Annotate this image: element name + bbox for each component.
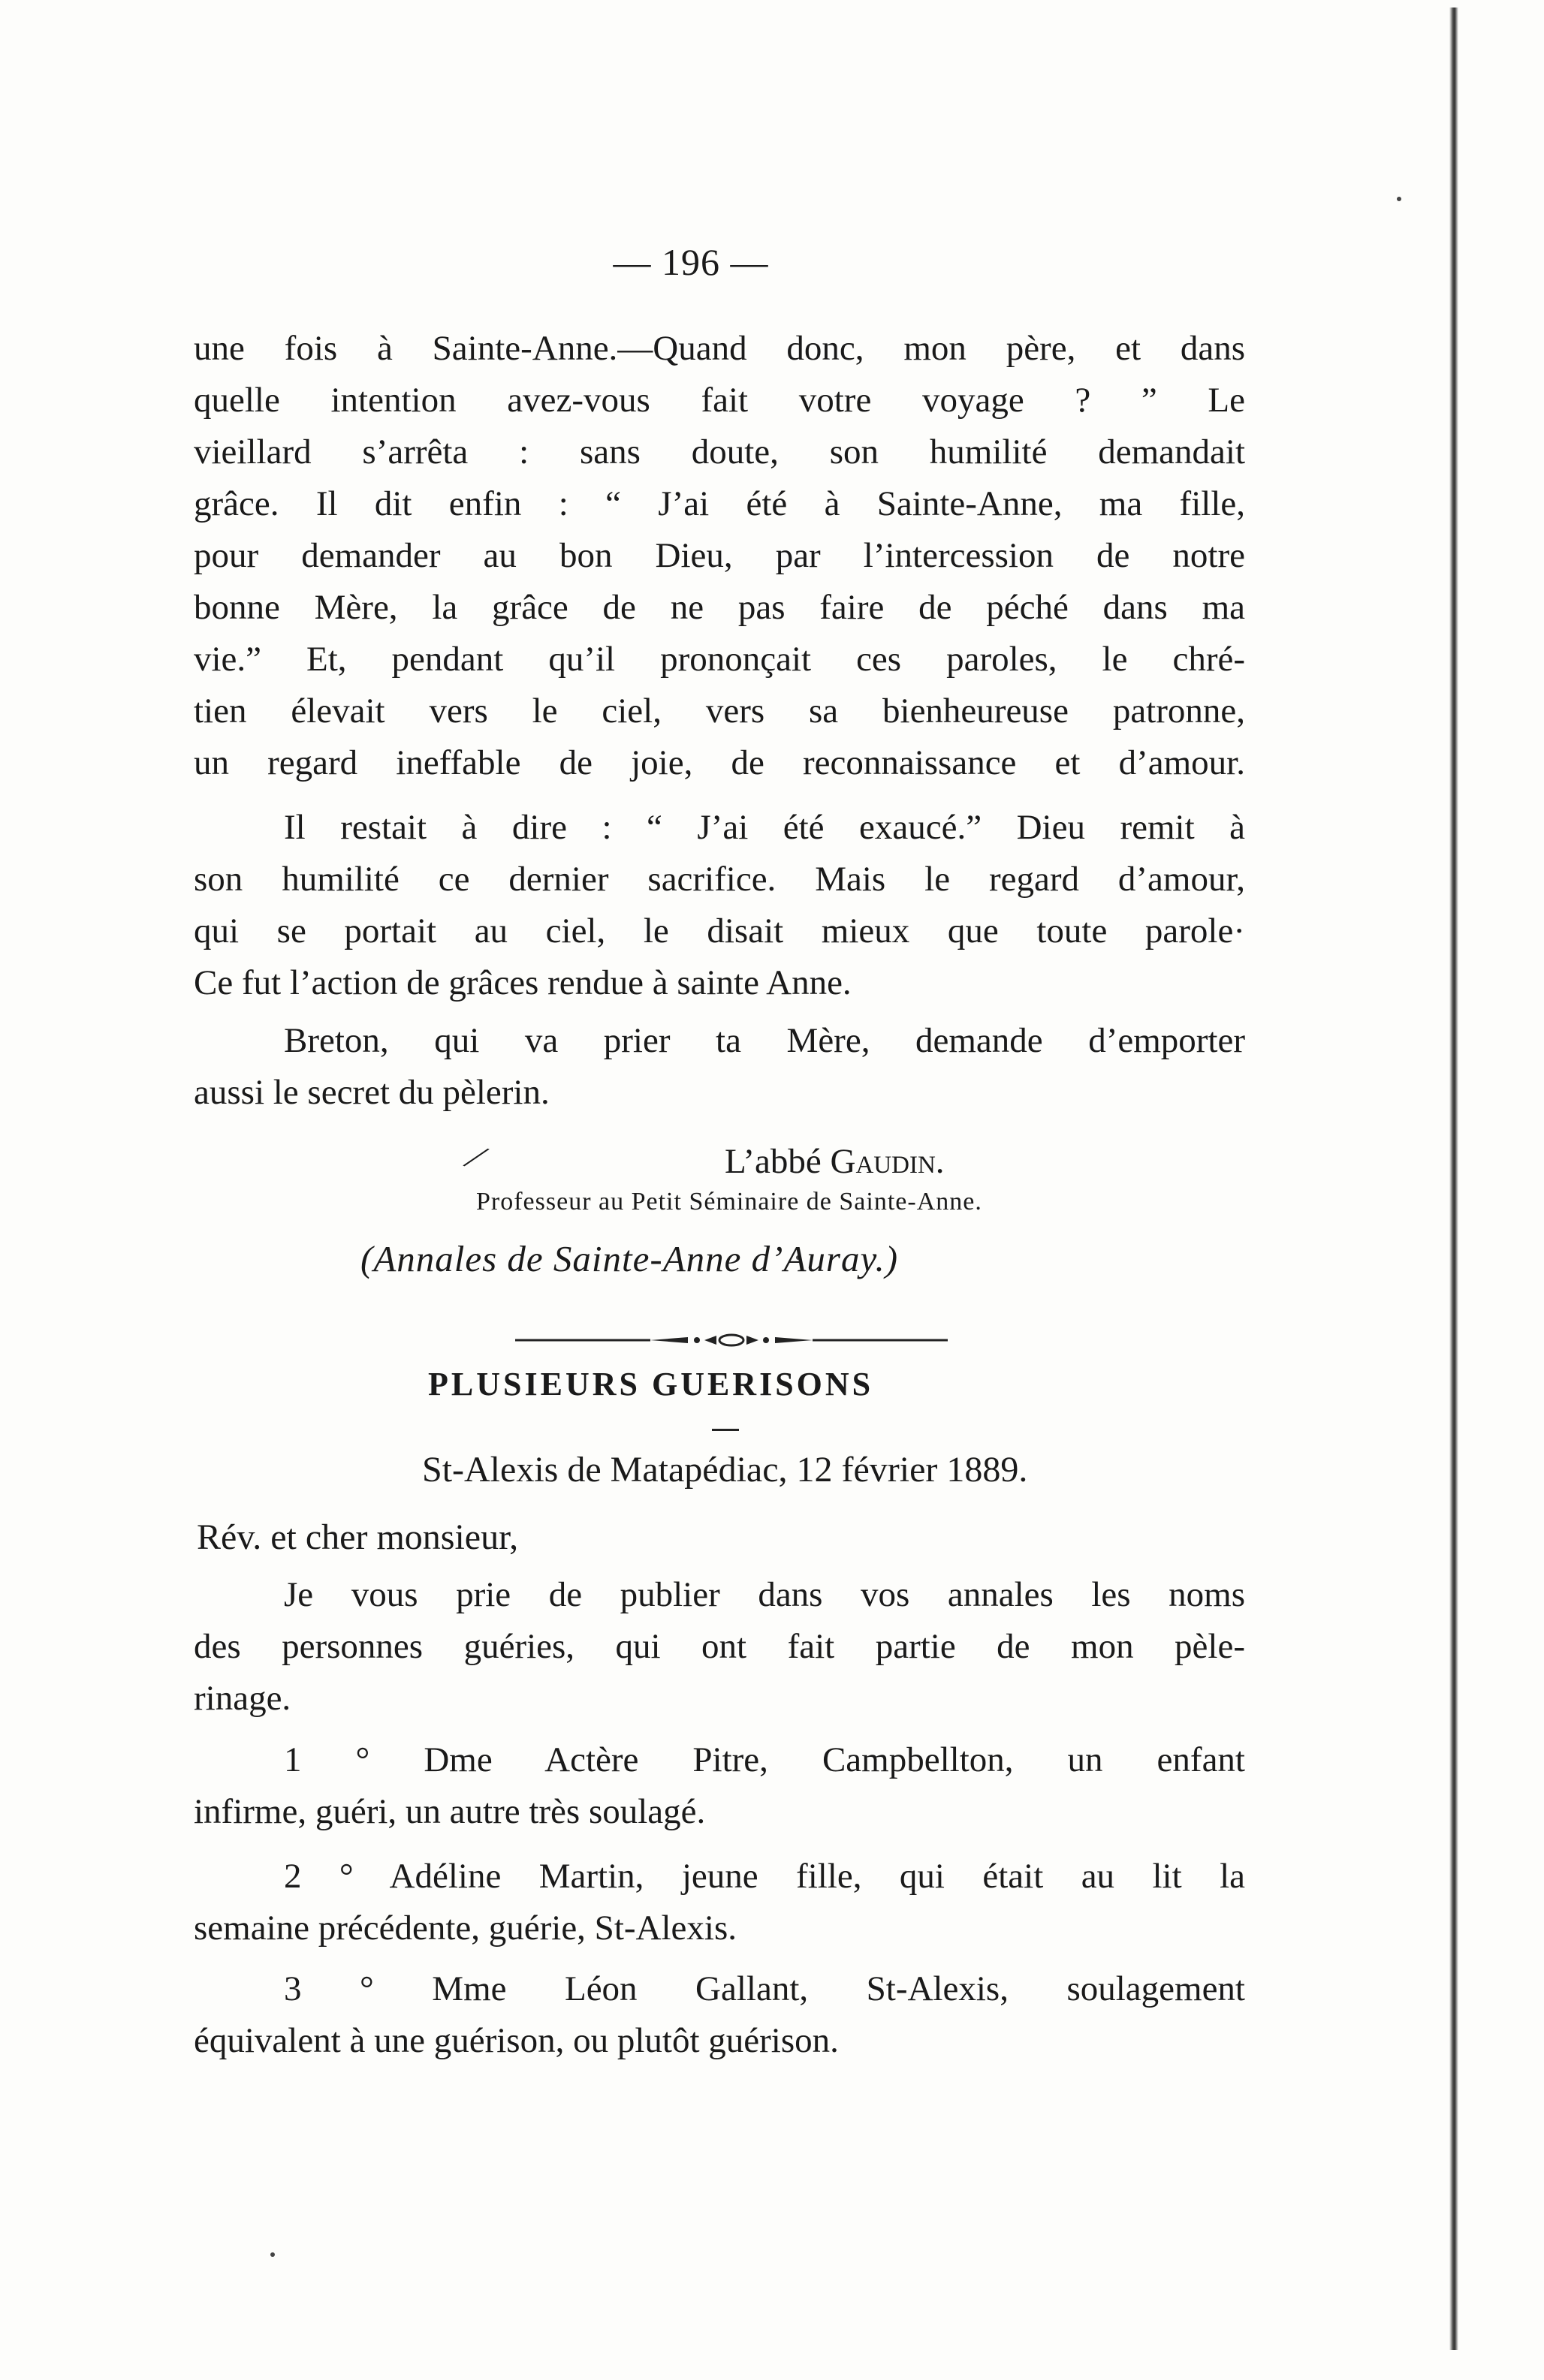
list-item-1	[194, 1734, 1245, 1838]
source-citation: (Annales de Sainte-Anne d’Auray.)	[360, 1238, 899, 1279]
text-line: vieillard s’arrêta : sans doute, son humilité demandait	[194, 432, 1245, 471]
section-title: PLUSIEURS GUERISONS	[428, 1366, 874, 1402]
text-line: bonne Mère, la grâce de ne pas faire de péché dans ma	[194, 588, 1245, 627]
ink-mark: ⁄	[466, 1136, 487, 1178]
text-line: Ce fut l’action de grâces rendue à sainte Anne.	[194, 963, 852, 1002]
signature-name	[725, 1141, 945, 1182]
paragraph-2	[194, 802, 1245, 1009]
text-line: infirme, guéri, un autre très soulagé.	[194, 1792, 706, 1831]
text-line: 2 ° Adéline Martin, jeune fille, qui était au lit la	[284, 1857, 1245, 1896]
ornamental-divider	[515, 1333, 948, 1348]
text-line: tien élevait vers le ciel, vers sa bienheureuse patronne,	[194, 691, 1245, 731]
list-item-2	[194, 1851, 1245, 1954]
text-line: son humilité ce dernier sacrifice. Mais le regard d’amour,	[194, 860, 1245, 899]
text-line: qui se portait au ciel, le disait mieux que toute parole·	[194, 911, 1245, 950]
text-line: Il restait à dire : “ J’ai été exaucé.” Dieu remit à	[284, 808, 1245, 847]
title-rule	[712, 1429, 739, 1431]
text-line: une fois à Sainte-Anne.—Quand donc, mon père, et dans	[194, 329, 1245, 368]
text-line: 3 ° Mme Léon Gallant, St-Alexis, soulagement	[284, 1969, 1245, 2008]
text-line: vie.” Et, pendant qu’il prononçait ces paroles, le chré-	[194, 640, 1245, 679]
signature-title: Professeur au Petit Séminaire de Sainte-Anne.	[476, 1188, 982, 1216]
text-line: des personnes guéries, qui ont fait partie de mon pèle-	[194, 1627, 1245, 1666]
text-line: grâce. Il dit enfin : “ J’ai été à Sainte-Anne, ma fille,	[194, 484, 1245, 523]
signature-prefix: L’abbé	[725, 1142, 831, 1181]
scan-speck	[1397, 197, 1401, 201]
text-line: semaine précédente, guérie, St-Alexis.	[194, 1909, 737, 1948]
intro-paragraph	[194, 1569, 1245, 1725]
text-line: un regard ineffable de joie, de reconnaissance et d’amour.	[194, 743, 1245, 782]
text-line: aussi le secret du pèlerin.	[194, 1073, 550, 1112]
text-line: Breton, qui va prier ta Mère, demande d’emporter	[284, 1021, 1245, 1060]
text-line: équivalent à une guérison, ou plutôt guérison.	[194, 2021, 839, 2060]
salutation: Rév. et cher monsieur,	[197, 1517, 519, 1557]
text-line: pour demander au bon Dieu, par l’intercession de notre	[194, 536, 1245, 575]
text-line: rinage.	[194, 1679, 291, 1718]
list-item-3	[194, 1963, 1245, 2067]
text-line: Je vous prie de publier dans vos annales les noms	[284, 1575, 1245, 1614]
signature-surname: Gaudin.	[830, 1142, 945, 1181]
page-edge-binding	[1449, 8, 1458, 2350]
scan-speck	[270, 2252, 275, 2257]
text-line: quelle intention avez-vous fait votre voyage ? ” Le	[194, 381, 1245, 420]
dateline: St-Alexis de Matapédiac, 12 février 1889.	[422, 1450, 1028, 1490]
page-number: — 196 —	[613, 241, 769, 283]
paragraph-1	[194, 323, 1245, 789]
paragraph-3	[194, 1015, 1245, 1119]
text-line: 1 ° Dme Actère Pitre, Campbellton, un enfant	[284, 1740, 1245, 1779]
